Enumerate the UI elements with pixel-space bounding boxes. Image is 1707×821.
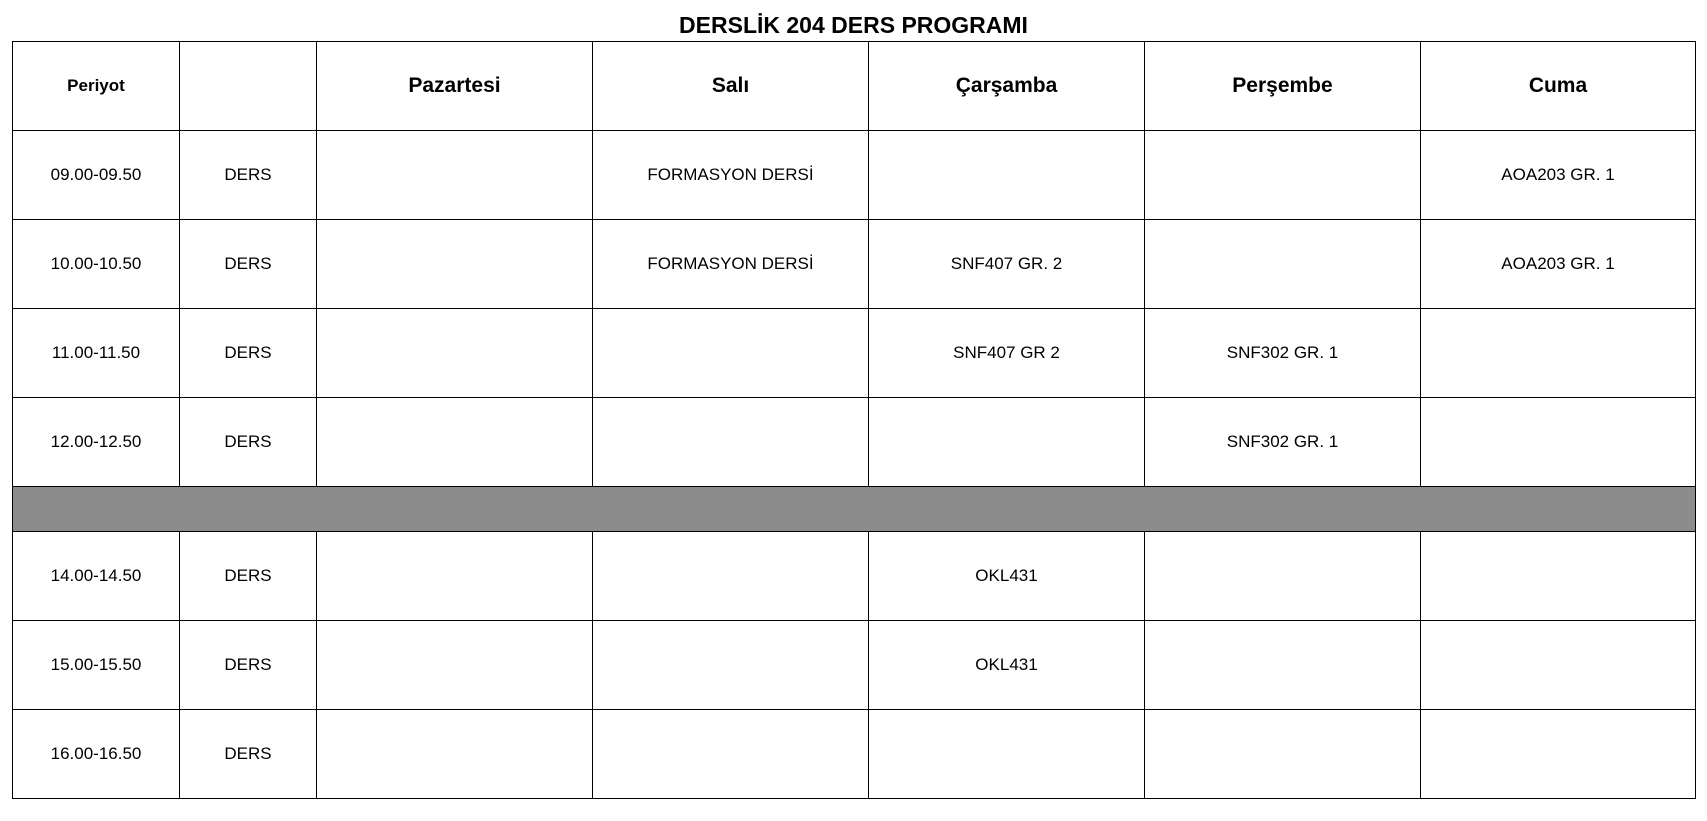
schedule-cell bbox=[1421, 398, 1696, 487]
schedule-cell: OKL431 bbox=[869, 621, 1145, 710]
period-cell: 10.00-10.50 bbox=[13, 220, 180, 309]
schedule-cell bbox=[317, 710, 593, 799]
schedule-cell: SNF302 GR. 1 bbox=[1145, 309, 1421, 398]
table-row bbox=[13, 220, 1696, 309]
table-row bbox=[13, 309, 1696, 398]
schedule-cell: FORMASYON DERSİ bbox=[593, 220, 869, 309]
schedule-cell: OKL431 bbox=[869, 532, 1145, 621]
type-cell: DERS bbox=[180, 532, 317, 621]
schedule-cell bbox=[1145, 532, 1421, 621]
schedule-cell bbox=[1145, 131, 1421, 220]
schedule-cell bbox=[317, 220, 593, 309]
schedule-cell bbox=[1421, 710, 1696, 799]
schedule-cell bbox=[317, 309, 593, 398]
header-day-thursday: Perşembe bbox=[1145, 42, 1421, 131]
type-cell: DERS bbox=[180, 398, 317, 487]
period-cell: 15.00-15.50 bbox=[13, 621, 180, 710]
schedule-cell: AOA203 GR. 1 bbox=[1421, 131, 1696, 220]
table-row bbox=[13, 398, 1696, 487]
type-cell: DERS bbox=[180, 309, 317, 398]
lunch-break-row bbox=[13, 487, 1696, 532]
period-cell: 14.00-14.50 bbox=[13, 532, 180, 621]
schedule-cell: AOA203 GR. 1 bbox=[1421, 220, 1696, 309]
schedule-cell bbox=[593, 621, 869, 710]
period-cell: 12.00-12.50 bbox=[13, 398, 180, 487]
table-row bbox=[13, 532, 1696, 621]
type-cell: DERS bbox=[180, 621, 317, 710]
schedule-cell bbox=[869, 131, 1145, 220]
schedule-cell bbox=[593, 398, 869, 487]
period-cell: 16.00-16.50 bbox=[13, 710, 180, 799]
schedule-cell bbox=[1421, 532, 1696, 621]
schedule-cell bbox=[869, 398, 1145, 487]
schedule-cell bbox=[593, 532, 869, 621]
header-day-tuesday: Salı bbox=[593, 42, 869, 131]
header-day-monday: Pazartesi bbox=[317, 42, 593, 131]
schedule-cell: FORMASYON DERSİ bbox=[593, 131, 869, 220]
header-row bbox=[13, 42, 1696, 131]
type-cell: DERS bbox=[180, 220, 317, 309]
header-day-friday: Cuma bbox=[1421, 42, 1696, 131]
page-title: DERSLİK 204 DERS PROGRAMI bbox=[679, 12, 1028, 38]
header-day-wednesday: Çarşamba bbox=[869, 42, 1145, 131]
schedule-cell bbox=[317, 131, 593, 220]
table-row bbox=[13, 710, 1696, 799]
schedule-cell bbox=[1145, 621, 1421, 710]
header-period: Periyot bbox=[13, 42, 180, 131]
table-row bbox=[13, 621, 1696, 710]
table-row bbox=[13, 131, 1696, 220]
schedule-cell bbox=[869, 710, 1145, 799]
header-type bbox=[180, 42, 317, 131]
type-cell: DERS bbox=[180, 131, 317, 220]
schedule-cell bbox=[1421, 621, 1696, 710]
schedule-table bbox=[12, 41, 1696, 799]
lunch-break-bar bbox=[13, 487, 1696, 532]
schedule-cell bbox=[317, 398, 593, 487]
schedule-cell bbox=[317, 621, 593, 710]
schedule-cell bbox=[1421, 309, 1696, 398]
period-cell: 11.00-11.50 bbox=[13, 309, 180, 398]
schedule-cell bbox=[1145, 220, 1421, 309]
type-cell: DERS bbox=[180, 710, 317, 799]
schedule-cell bbox=[1145, 710, 1421, 799]
schedule-cell bbox=[317, 532, 593, 621]
schedule-cell: SNF407 GR. 2 bbox=[869, 220, 1145, 309]
schedule-cell: SNF407 GR 2 bbox=[869, 309, 1145, 398]
schedule-cell bbox=[593, 710, 869, 799]
period-cell: 09.00-09.50 bbox=[13, 131, 180, 220]
schedule-cell: SNF302 GR. 1 bbox=[1145, 398, 1421, 487]
schedule-cell bbox=[593, 309, 869, 398]
